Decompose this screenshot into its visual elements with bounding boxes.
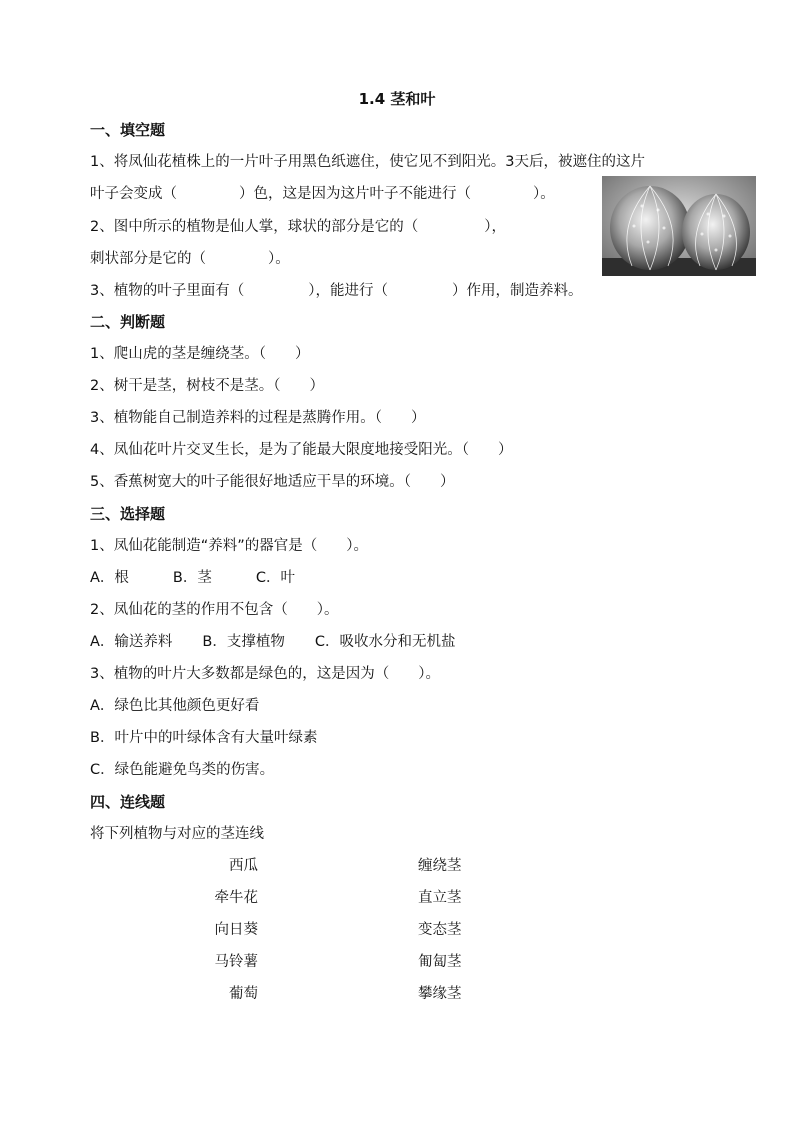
fill-q2-part1: 2、图中所示的植物是仙人掌，球状的部分是它的（ (90, 219, 419, 235)
fill-q2-line1 (90, 217, 506, 237)
fill-q3-part1: 3、植物的叶子里面有（ (90, 283, 245, 299)
match-stem-1[interactable]: 缠绕茎 (418, 858, 462, 874)
match-stem-4[interactable]: 匍匐茎 (418, 954, 462, 970)
section-judge-heading: 二、判断题 (90, 313, 166, 331)
match-plant-1[interactable]: 西瓜 (229, 858, 258, 874)
section-match-heading: 四、连线题 (90, 793, 166, 811)
match-instruction: 将下列植物与对应的茎连线 (90, 826, 264, 842)
match-stem-2[interactable]: 直立茎 (418, 890, 462, 906)
fill-q1-part1: 叶子会变成（ (90, 186, 177, 202)
choice-q2-option-b[interactable]: B．支撑植物 (202, 634, 285, 650)
judge-item-5: 5、香蕉树宽大的叶子能很好地适应干旱的环境。（ ） (90, 474, 455, 490)
fill-q3-part2: ），能进行（ (308, 283, 388, 299)
choice-q3-option-b[interactable]: B．叶片中的叶绿体含有大量叶绿素 (90, 730, 318, 746)
fill-q1-line1: 1、将凤仙花植株上的一片叶子用黑色纸遮住，使它见不到阳光。3天后，被遮住的这片 (90, 154, 645, 170)
choice-q1-options (90, 568, 295, 588)
choice-q3: 3、植物的叶片大多数都是绿色的，这是因为（ ）。 (90, 666, 440, 682)
cactus-photo (602, 176, 756, 276)
fill-q2-part2: ）， (484, 219, 506, 235)
match-plant-4[interactable]: 马铃薯 (214, 954, 258, 970)
fill-q1-part3: ）。 (533, 186, 555, 202)
choice-q1-option-b[interactable]: B．茎 (172, 570, 212, 586)
choice-q2-option-c[interactable]: C．吸收水分和无机盐 (314, 634, 456, 650)
choice-q2: 2、凤仙花的茎的作用不包含（ ）。 (90, 602, 339, 618)
choice-q3-option-c[interactable]: C．绿色能避免鸟类的伤害。 (90, 762, 275, 778)
choice-q1: 1、凤仙花能制造“养料”的器官是（ ）。 (90, 538, 368, 554)
choice-q3-option-a[interactable]: A．绿色比其他颜色更好看 (90, 698, 260, 714)
judge-item-2: 2、树干是茎，树枝不是茎。（ ） (90, 378, 324, 394)
match-stem-5[interactable]: 攀缘茎 (418, 986, 462, 1002)
match-stem-3[interactable]: 变态茎 (418, 922, 462, 938)
judge-item-4: 4、凤仙花叶片交叉生长，是为了能最大限度地接受阳光。（ ） (90, 442, 513, 458)
fill-q1-part2: ）色，这是因为这片叶子不能进行（ (239, 186, 471, 202)
judge-item-1: 1、爬山虎的茎是缠绕茎。（ ） (90, 346, 310, 362)
choice-q2-option-a[interactable]: A．输送养料 (90, 634, 173, 650)
fill-q3-part3: ）作用，制造养料。 (451, 283, 583, 299)
judge-item-3: 3、植物能自己制造养料的过程是蒸腾作用。（ ） (90, 410, 426, 426)
section-fill-heading: 一、填空题 (90, 121, 166, 139)
page-title: 1.4 茎和叶 (358, 90, 436, 108)
fill-q2-line2 (90, 249, 290, 269)
cactus-illustration (602, 176, 756, 276)
fill-q3 (90, 281, 582, 301)
fill-q2-part3: 刺状部分是它的（ (90, 251, 206, 267)
match-plant-5[interactable]: 葡萄 (229, 986, 258, 1002)
choice-q2-options (90, 632, 456, 652)
choice-q1-option-c[interactable]: C．叶 (255, 570, 295, 586)
choice-q1-option-a[interactable]: A．根 (90, 570, 129, 586)
fill-q2-part4: ）。 (268, 251, 290, 267)
section-choice-heading: 三、选择题 (90, 505, 166, 523)
match-plant-2[interactable]: 牵牛花 (214, 890, 258, 906)
fill-q1-line2 (90, 184, 555, 204)
match-plant-3[interactable]: 向日葵 (214, 922, 258, 938)
